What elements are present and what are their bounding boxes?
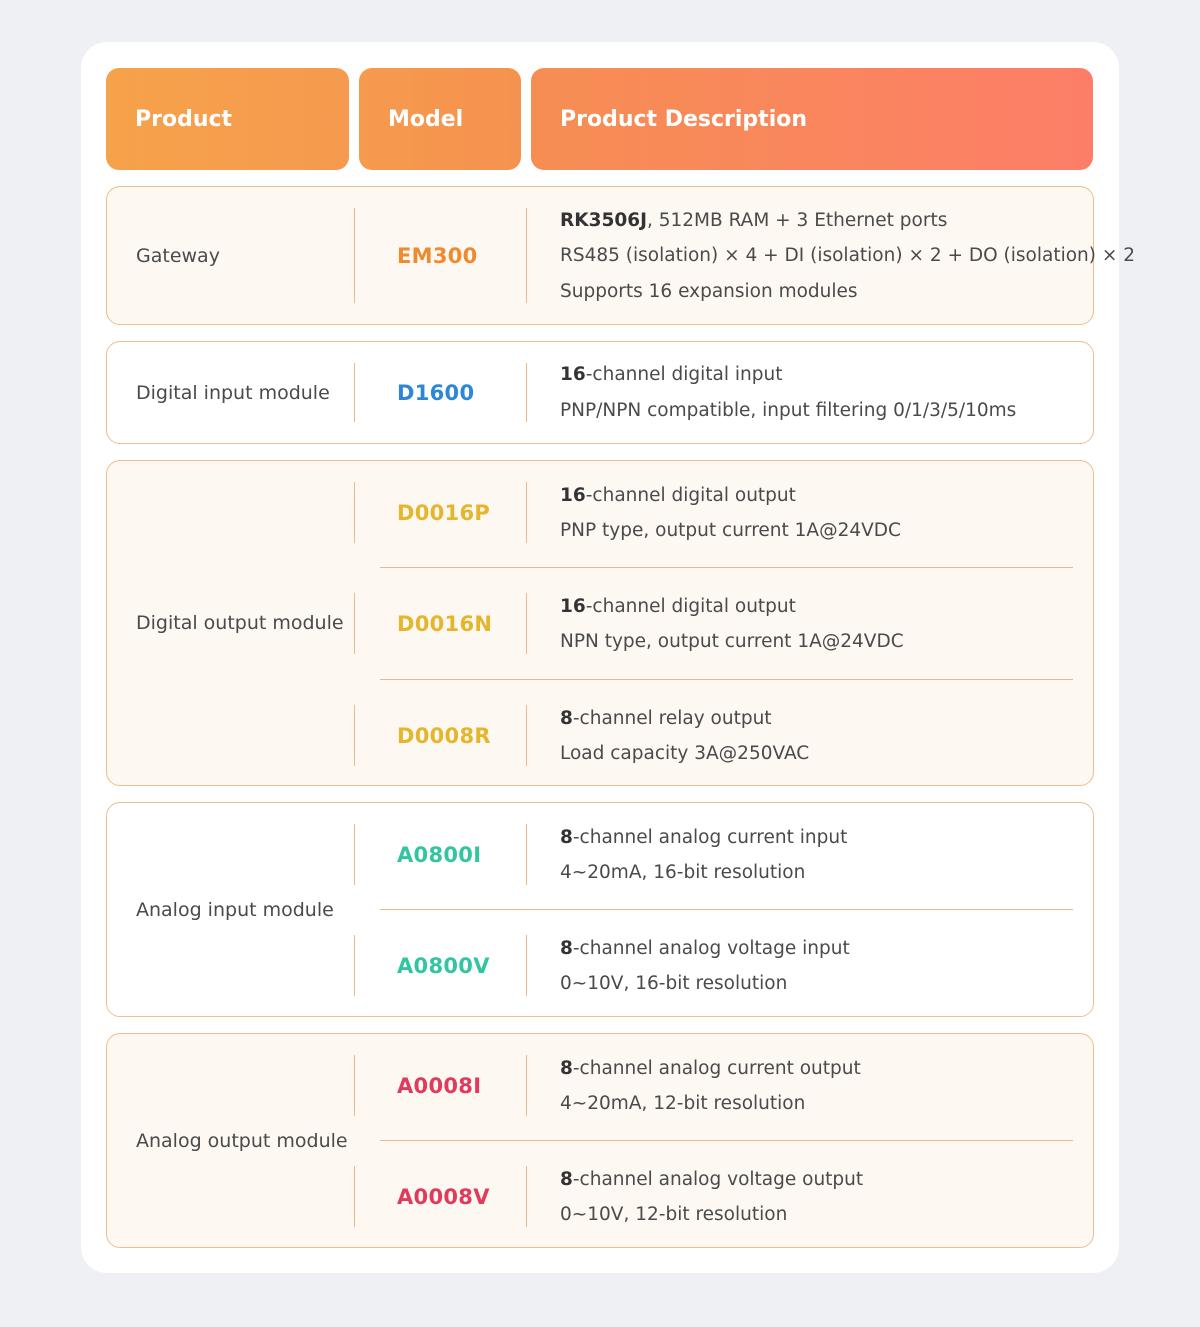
description-text: -channel analog current output xyxy=(572,1057,861,1079)
model-description xyxy=(560,342,1016,443)
group-digital-input xyxy=(106,341,1094,444)
table-row xyxy=(107,471,1093,555)
model-description xyxy=(560,187,1135,324)
product-name: Digital input module xyxy=(136,381,330,404)
description-text: -channel analog voltage input xyxy=(572,937,850,959)
model-code: A0008I xyxy=(397,1074,482,1098)
description-highlight: 8 xyxy=(560,937,573,959)
description-text: RS485 (isolation) × 4 + DI (isolation) × 2 + DO (isolation) × 2 xyxy=(560,245,1136,267)
description-highlight: 8 xyxy=(560,826,573,848)
header-product xyxy=(106,68,349,170)
model-description xyxy=(560,924,850,1008)
table-row xyxy=(107,582,1093,666)
header-model xyxy=(359,68,521,170)
description-text: 4~20mA, 16-bit resolution xyxy=(560,862,806,883)
header-description xyxy=(531,68,1093,170)
product-name: Gateway xyxy=(136,244,220,267)
model-description xyxy=(560,1155,863,1239)
product-name: Digital output module xyxy=(136,612,344,634)
table-row xyxy=(107,694,1093,778)
group-digital-output xyxy=(106,460,1094,786)
description-highlight: 8 xyxy=(560,1057,573,1079)
model-description xyxy=(560,813,847,897)
table-row xyxy=(107,187,1136,324)
table-row xyxy=(107,342,1093,443)
description-text: -channel digital output xyxy=(585,484,796,506)
model-code: D0016P xyxy=(397,501,491,525)
group-gateway xyxy=(106,186,1136,325)
description-highlight: 16 xyxy=(560,364,586,385)
description-text: -channel analog voltage output xyxy=(572,1168,864,1190)
description-text: -channel digital input xyxy=(585,364,783,385)
row-divider xyxy=(380,567,1073,568)
description-text: 4~20mA, 12-bit resolution xyxy=(560,1093,806,1114)
description-highlight: 8 xyxy=(560,707,573,729)
model-code: D0008R xyxy=(397,724,491,748)
model-code: A0008V xyxy=(397,1185,490,1209)
row-divider xyxy=(380,909,1073,910)
description-text: , 512MB RAM + 3 Ethernet ports xyxy=(646,209,948,231)
model-description xyxy=(560,1044,861,1128)
description-text: 0~10V, 12-bit resolution xyxy=(560,1204,788,1225)
model-code: A0800V xyxy=(397,954,490,978)
description-highlight: 16 xyxy=(560,595,586,617)
description-highlight: RK3506J xyxy=(560,209,647,231)
product-name: Analog output module xyxy=(136,1129,348,1152)
table-row xyxy=(107,1044,1093,1128)
description-text: PNP type, output current 1A@24VDC xyxy=(560,520,901,541)
table-row xyxy=(107,1155,1093,1239)
group-analog-output xyxy=(106,1033,1094,1248)
header-model-label: Model xyxy=(388,106,464,132)
description-text: -channel digital output xyxy=(585,595,796,617)
model-code: D1600 xyxy=(397,380,475,405)
description-text: -channel relay output xyxy=(572,707,772,729)
description-text: PNP/NPN compatible, input filtering 0/1/3/5/10ms xyxy=(560,399,1017,421)
product-name: Analog input module xyxy=(136,898,334,921)
model-code: D0016N xyxy=(397,612,493,636)
model-description xyxy=(560,694,809,778)
description-highlight: 16 xyxy=(560,484,586,506)
header-description-label: Product Description xyxy=(560,106,808,132)
description-text: Load capacity 3A@250VAC xyxy=(560,743,810,764)
model-description xyxy=(560,471,901,555)
row-divider xyxy=(380,1140,1073,1141)
description-text: 0~10V, 16-bit resolution xyxy=(560,973,788,994)
description-text: Supports 16 expansion modules xyxy=(560,280,858,302)
model-code: A0800I xyxy=(397,843,482,867)
description-highlight: 8 xyxy=(560,1168,573,1190)
group-analog-input xyxy=(106,802,1094,1017)
table-row xyxy=(107,813,1093,897)
description-text: -channel analog current input xyxy=(572,826,848,848)
model-code: EM300 xyxy=(397,243,478,268)
table-row xyxy=(107,924,1093,1008)
header-product-label: Product xyxy=(135,106,233,132)
description-text: NPN type, output current 1A@24VDC xyxy=(560,631,904,652)
row-divider xyxy=(380,679,1073,680)
model-description xyxy=(560,582,904,666)
